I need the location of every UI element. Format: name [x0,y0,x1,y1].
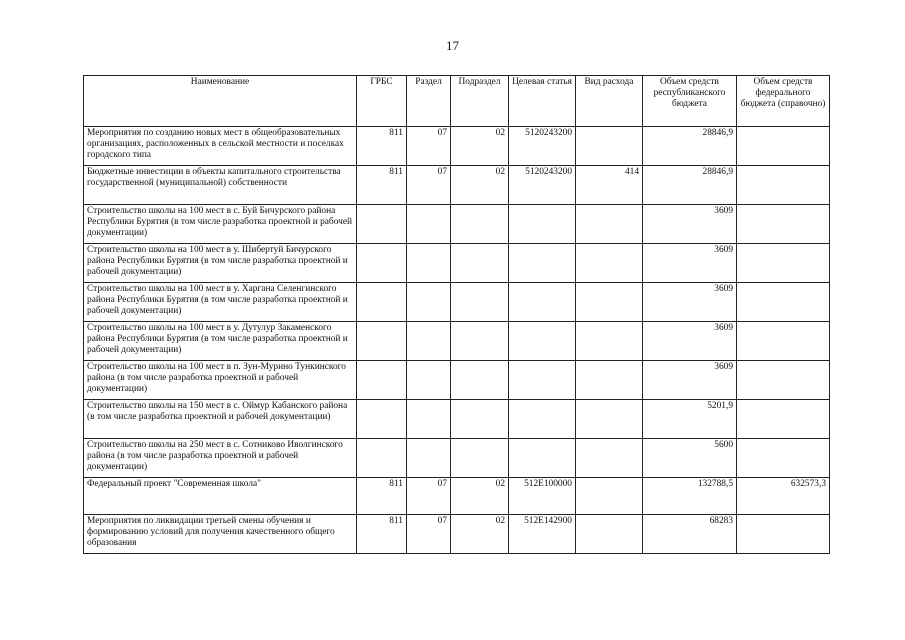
column-header-name: Наименование [84,76,357,127]
row-target-article [509,361,576,400]
row-podrazdel: 02 [451,515,509,554]
row-target-article [509,400,576,439]
row-republican-amount: 28846,9 [643,166,737,205]
row-podrazdel [451,400,509,439]
row-grbs: 811 [357,478,407,515]
row-grbs [357,361,407,400]
row-razdel [407,439,451,478]
row-podrazdel [451,283,509,322]
row-razdel: 07 [407,166,451,205]
row-target-article [509,205,576,244]
row-target-article: 512E142900 [509,515,576,554]
row-podrazdel: 02 [451,166,509,205]
row-name: Мероприятия по ликвидации третьей смены обучения и формированию условий для получения качественного общего образования [84,515,357,554]
table-header-row [84,76,830,127]
row-target-article [509,244,576,283]
row-podrazdel [451,439,509,478]
row-federal-amount [737,283,830,322]
row-name: Федеральный проект "Современная школа" [84,478,357,515]
row-razdel: 07 [407,127,451,166]
row-grbs [357,205,407,244]
row-expense-type [576,478,643,515]
row-federal-amount [737,361,830,400]
row-target-article [509,439,576,478]
row-name: Строительство школы на 100 мест в у. Харгана Селенгинского района Республики Бурятия (в том числе разработка проектной и рабочей документации) [84,283,357,322]
table-row [84,478,830,515]
table-row [84,244,830,283]
row-expense-type [576,439,643,478]
row-name: Мероприятия по созданию новых мест в общеобразовательных организациях, расположенных в сельской местности и поселках городского типа [84,127,357,166]
row-podrazdel [451,361,509,400]
row-expense-type [576,322,643,361]
row-target-article: 5120243200 [509,127,576,166]
row-name: Строительство школы на 100 мест в с. Буй Бичурского района Республики Бурятия (в том числе разработка проектной и рабочей документации) [84,205,357,244]
table-row [84,515,830,554]
row-expense-type [576,361,643,400]
row-podrazdel [451,244,509,283]
row-expense-type: 414 [576,166,643,205]
table-row [84,361,830,400]
row-expense-type [576,205,643,244]
budget-table [83,75,830,554]
row-podrazdel [451,322,509,361]
row-razdel: 07 [407,478,451,515]
row-federal-amount [737,439,830,478]
column-header-target-article: Целевая статья [509,76,576,127]
row-grbs [357,400,407,439]
row-republican-amount: 132788,5 [643,478,737,515]
table-row [84,205,830,244]
row-republican-amount: 28846,9 [643,127,737,166]
row-republican-amount: 3609 [643,322,737,361]
row-grbs: 811 [357,127,407,166]
row-federal-amount [737,205,830,244]
column-header-podrazdel: Подраздел [451,76,509,127]
row-target-article: 5120243200 [509,166,576,205]
row-expense-type [576,283,643,322]
table-row [84,166,830,205]
row-name: Строительство школы на 250 мест в с. Сотниково Иволгинского района (в том числе разработка проектной и рабочей документации) [84,439,357,478]
row-grbs [357,283,407,322]
row-grbs [357,244,407,283]
row-federal-amount [737,244,830,283]
table-row [84,400,830,439]
row-expense-type [576,244,643,283]
page-number: 17 [446,38,459,53]
row-republican-amount: 3609 [643,361,737,400]
row-grbs: 811 [357,166,407,205]
row-podrazdel [451,205,509,244]
row-razdel [407,361,451,400]
column-header-razdel: Раздел [407,76,451,127]
row-expense-type [576,515,643,554]
row-name: Строительство школы на 100 мест в у. Шибертуй Бичурского района Республики Бурятия (в том числе разработка проектной и рабочей документации) [84,244,357,283]
row-target-article: 512E100000 [509,478,576,515]
row-grbs [357,439,407,478]
row-grbs: 811 [357,515,407,554]
table-row [84,127,830,166]
table-row [84,322,830,361]
row-federal-amount [737,166,830,205]
row-razdel [407,400,451,439]
row-target-article [509,322,576,361]
row-republican-amount: 5201,9 [643,400,737,439]
row-grbs [357,322,407,361]
row-razdel [407,322,451,361]
row-federal-amount [737,400,830,439]
row-razdel [407,283,451,322]
row-republican-amount: 3609 [643,205,737,244]
row-podrazdel: 02 [451,478,509,515]
column-header-grbs: ГРБС [357,76,407,127]
row-name: Строительство школы на 100 мест в п. Зун-Мурино Тункинского района (в том числе разработка проектной и рабочей документации) [84,361,357,400]
row-razdel [407,244,451,283]
row-expense-type [576,127,643,166]
row-federal-amount [737,127,830,166]
row-razdel [407,205,451,244]
row-republican-amount: 68283 [643,515,737,554]
table-row [84,439,830,478]
column-header-republican-budget: Объем средств республиканского бюджета [643,76,737,127]
row-name: Бюджетные инвестиции в объекты капитального строительства государственной (муниципальной) собственности [84,166,357,205]
row-razdel: 07 [407,515,451,554]
row-federal-amount: 632573,3 [737,478,830,515]
row-republican-amount: 3609 [643,244,737,283]
row-target-article [509,283,576,322]
table-row [84,283,830,322]
row-name: Строительство школы на 150 мест в с. Оймур Кабанского района (в том числе разработка проектной и рабочей документации) [84,400,357,439]
column-header-federal-budget: Объем средств федерального бюджета (справочно) [737,76,830,127]
row-podrazdel: 02 [451,127,509,166]
column-header-expense-type: Вид расхода [576,76,643,127]
row-republican-amount: 3609 [643,283,737,322]
row-federal-amount [737,322,830,361]
row-republican-amount: 5600 [643,439,737,478]
row-expense-type [576,400,643,439]
row-name: Строительство школы на 100 мест в у. Дутулур Закаменского района Республики Бурятия (в том числе разработка проектной и рабочей документации) [84,322,357,361]
row-federal-amount [737,515,830,554]
